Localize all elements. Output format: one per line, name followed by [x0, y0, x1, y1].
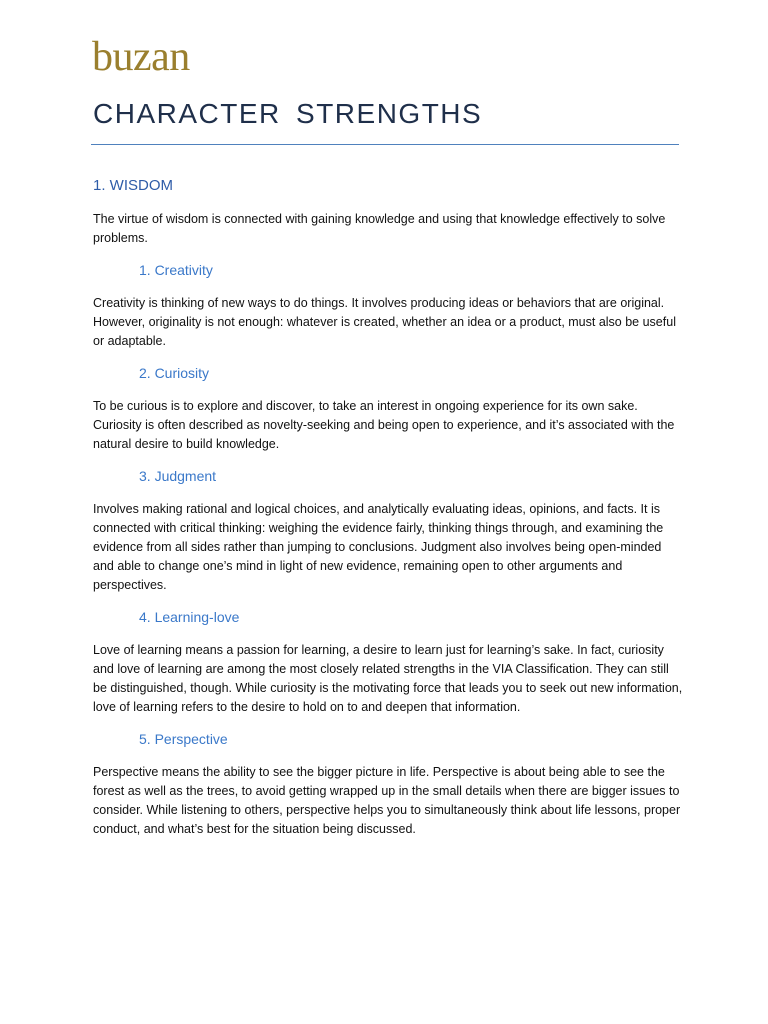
buzan-logo: buzan [92, 34, 190, 80]
paragraph-learning-love: Love of learning means a passion for learning, a desire to learn just for learning’s sake. In fact, curiosity and love of learning are among the most closely related strengths in the VIA Classification. They can still be distinguished, though. While curiosity is the motivating force that leads you to seek out new information, love of learning refers to the desire to hold on to and deepen that information. [93, 643, 683, 714]
paragraph-perspective: Perspective means the ability to see the bigger picture in life. Perspective is about being able to see the forest as well as the trees, to avoid getting wrapped up in the small details when there are bigger issues to consider. While listening to others, perspective helps you to simultaneously think about life lessons, proper conduct, and what’s best for the situation being discussed. [93, 765, 681, 836]
subheading-learning-love: 4. Learning-love [139, 609, 240, 625]
subheading-judgment: 3. Judgment [139, 468, 217, 484]
subheading-curiosity: 2. Curiosity [139, 365, 210, 381]
section-heading-wisdom: 1. WISDOM [93, 177, 174, 194]
paragraph-curiosity: To be curious is to explore and discover, to take an interest in ongoing experience for its own sake. Curiosity is often described as novelty-seeking and being open to experience, and it’s associated with the natural desire to build knowledge. [93, 399, 675, 451]
title-divider [91, 144, 679, 145]
paragraph-creativity: Creativity is thinking of new ways to do things. It involves producing ideas or behaviors that are original. However, originality is not enough: whatever is created, whether an idea or a product, must also be useful or adaptable. [93, 296, 676, 348]
subheading-perspective: 5. Perspective [139, 731, 228, 747]
paragraph-judgment: Involves making rational and logical choices, and analytically evaluating ideas, opinions, and facts. It is connected with critical thinking: weighing the evidence fairly, thinking things through, and examining the evidence from all sides rather than jumping to conclusions. Judgment also involves being open-minded and able to change one’s mind in light of new evidence, remaining open to other arguments and perspectives. [93, 502, 664, 592]
document-body [93, 176, 683, 851]
page-title: CHARACTER STRENGTHS [93, 98, 483, 129]
section-intro: The virtue of wisdom is connected with gaining knowledge and using that knowledge effectively to solve problems. [93, 212, 666, 245]
subheading-creativity: 1. Creativity [139, 262, 213, 278]
